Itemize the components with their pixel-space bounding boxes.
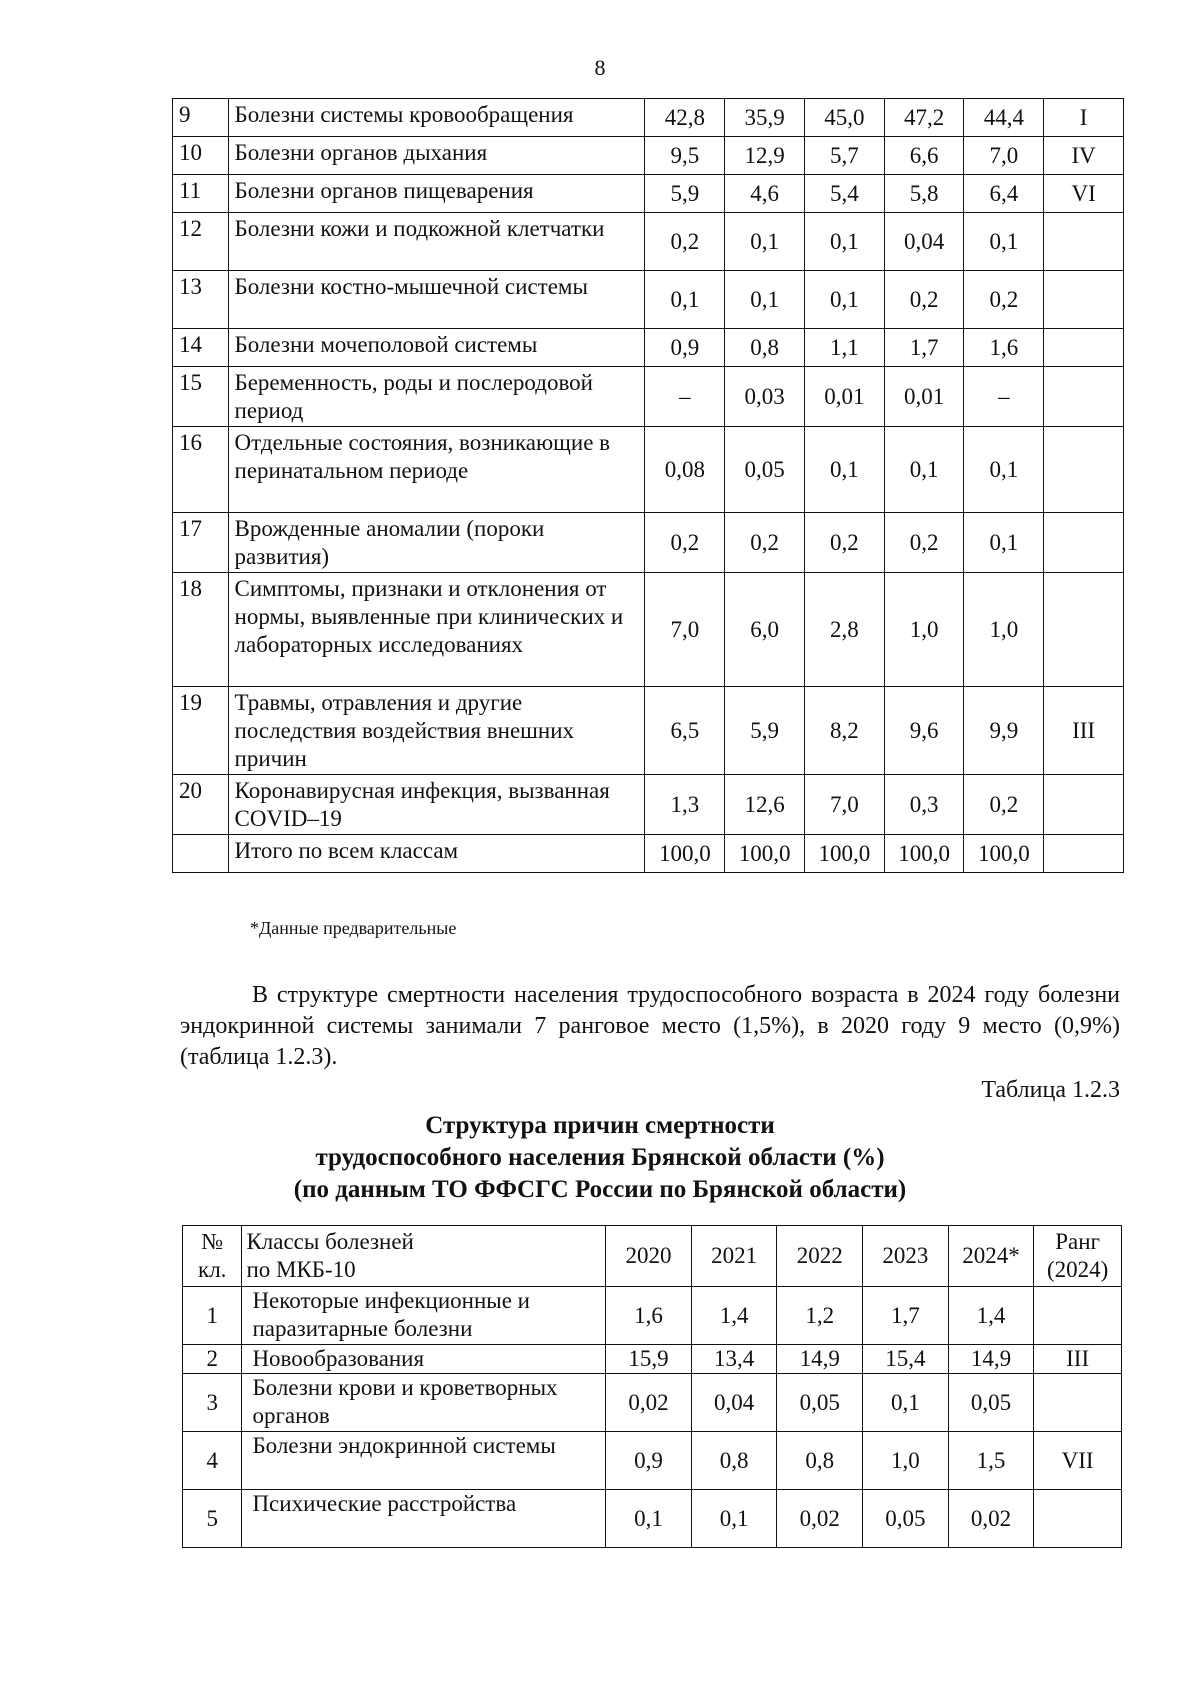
value-cell: 0,2: [964, 271, 1044, 329]
rank-cell: [1034, 1490, 1122, 1548]
rank-cell: [1044, 427, 1124, 513]
class-number-cell: [173, 835, 229, 873]
rank-cell: [1044, 271, 1124, 329]
value-cell: 100,0: [884, 835, 964, 873]
table-title-line-2: трудоспособного населения Брянской области (%): [315, 1144, 885, 1171]
paragraph-text: В структуре смертности населения трудоспособного возраста в 2024 году болезни эндокринной системы занимали 7 ранговое место (1,5%), в 2020 году 9 место (0,9%) (таблица 1.2.3).: [180, 982, 1120, 1070]
value-cell: 100,0: [725, 835, 805, 873]
value-cell: 1,0: [964, 573, 1044, 687]
class-name-cell: Итого по всем классам: [228, 835, 645, 873]
value-cell: 0,05: [948, 1374, 1034, 1432]
header-year: 2024*: [948, 1226, 1034, 1287]
header-num-line-2: кл.: [198, 1257, 227, 1282]
value-cell: 0,9: [606, 1432, 692, 1490]
value-cell: 0,1: [804, 213, 884, 271]
value-cell: 9,9: [964, 687, 1044, 775]
value-cell: 6,0: [725, 573, 805, 687]
value-cell: 42,8: [645, 99, 725, 137]
table-row: [173, 835, 1124, 873]
value-cell: 0,1: [884, 427, 964, 513]
class-number-cell: 5: [183, 1490, 242, 1548]
table-title: [0, 1110, 1200, 1206]
class-name-cell: Симптомы, признаки и отклонения от нормы, выявленные при клинических и лабораторных исследованиях: [228, 573, 645, 687]
value-cell: 100,0: [964, 835, 1044, 873]
value-cell: 1,6: [606, 1287, 692, 1345]
value-cell: 15,4: [863, 1345, 949, 1374]
table-header-row: [183, 1226, 1122, 1287]
rank-cell: III: [1044, 687, 1124, 775]
table-row: [173, 775, 1124, 835]
class-name-cell: Болезни костно-мышечной системы: [228, 271, 645, 329]
value-cell: 0,01: [804, 367, 884, 427]
rank-cell: VII: [1034, 1432, 1122, 1490]
value-cell: 0,05: [777, 1374, 863, 1432]
value-cell: 100,0: [645, 835, 725, 873]
value-cell: 15,9: [606, 1345, 692, 1374]
value-cell: 1,3: [645, 775, 725, 835]
value-cell: 0,1: [691, 1490, 777, 1548]
value-cell: 0,2: [884, 513, 964, 573]
table-title-line-1: Структура причин смертности: [425, 1112, 775, 1139]
class-name-cell: Врожденные аномалии (пороки развития): [228, 513, 645, 573]
value-cell: 1,4: [691, 1287, 777, 1345]
class-name-cell: Болезни кожи и подкожной клетчатки: [228, 213, 645, 271]
value-cell: 100,0: [804, 835, 884, 873]
class-number-cell: 11: [173, 175, 229, 213]
rank-cell: [1044, 367, 1124, 427]
value-cell: 5,8: [884, 175, 964, 213]
class-number-cell: 14: [173, 329, 229, 367]
class-name-cell: Травмы, отравления и другие последствия воздействия внешних причин: [228, 687, 645, 775]
table-row: [183, 1432, 1122, 1490]
rank-cell: [1034, 1287, 1122, 1345]
value-cell: 14,9: [948, 1345, 1034, 1374]
value-cell: 0,04: [691, 1374, 777, 1432]
value-cell: 0,2: [645, 213, 725, 271]
header-year: 2021: [691, 1226, 777, 1287]
class-name-cell: Болезни органов пищеварения: [228, 175, 645, 213]
header-rank-line-1: Ранг: [1055, 1229, 1100, 1254]
value-cell: 9,6: [884, 687, 964, 775]
rank-cell: IV: [1044, 137, 1124, 175]
table-row: [173, 513, 1124, 573]
class-name-cell: Новообразования: [242, 1345, 606, 1374]
value-cell: 2,8: [804, 573, 884, 687]
value-cell: 7,0: [804, 775, 884, 835]
table-row: [173, 367, 1124, 427]
value-cell: 0,05: [863, 1490, 949, 1548]
class-number-cell: 18: [173, 573, 229, 687]
rank-cell: [1044, 329, 1124, 367]
value-cell: 0,1: [725, 271, 805, 329]
table-row: [173, 271, 1124, 329]
value-cell: 7,0: [645, 573, 725, 687]
header-year: 2020: [606, 1226, 692, 1287]
value-cell: 0,1: [725, 213, 805, 271]
class-name-cell: Болезни мочеполовой системы: [228, 329, 645, 367]
class-number-cell: 9: [173, 99, 229, 137]
value-cell: 0,1: [645, 271, 725, 329]
class-name-cell: Болезни системы кровообращения: [228, 99, 645, 137]
class-number-cell: 16: [173, 427, 229, 513]
class-name-cell: Некоторые инфекционные и паразитарные болезни: [242, 1287, 606, 1345]
table-row: [173, 213, 1124, 271]
value-cell: 0,2: [884, 271, 964, 329]
value-cell: 0,1: [964, 513, 1044, 573]
class-number-cell: 19: [173, 687, 229, 775]
value-cell: 1,1: [804, 329, 884, 367]
header-year: 2023: [863, 1226, 949, 1287]
value-cell: –: [964, 367, 1044, 427]
value-cell: 0,04: [884, 213, 964, 271]
table-row: [173, 427, 1124, 513]
rank-cell: I: [1044, 99, 1124, 137]
table-title-line-3: (по данным ТО ФФСГС России по Брянской области): [293, 1176, 907, 1203]
value-cell: 5,9: [645, 175, 725, 213]
value-cell: 4,6: [725, 175, 805, 213]
table-row: [183, 1345, 1122, 1374]
value-cell: 14,9: [777, 1345, 863, 1374]
value-cell: 6,6: [884, 137, 964, 175]
value-cell: 8,2: [804, 687, 884, 775]
table-row: [173, 329, 1124, 367]
value-cell: 1,7: [863, 1287, 949, 1345]
class-name-cell: Болезни эндокринной системы: [242, 1432, 606, 1490]
class-number-cell: 13: [173, 271, 229, 329]
value-cell: 0,1: [964, 213, 1044, 271]
value-cell: 5,9: [725, 687, 805, 775]
value-cell: 1,4: [948, 1287, 1034, 1345]
value-cell: 1,5: [948, 1432, 1034, 1490]
value-cell: 47,2: [884, 99, 964, 137]
mortality-table-continued: [172, 98, 1124, 873]
value-cell: 1,2: [777, 1287, 863, 1345]
class-number-cell: 15: [173, 367, 229, 427]
value-cell: 6,4: [964, 175, 1044, 213]
value-cell: 0,08: [645, 427, 725, 513]
class-number-cell: 10: [173, 137, 229, 175]
table-row: [173, 99, 1124, 137]
class-name-cell: Болезни органов дыхания: [228, 137, 645, 175]
value-cell: 0,05: [725, 427, 805, 513]
value-cell: 5,7: [804, 137, 884, 175]
table-row: [183, 1374, 1122, 1432]
class-number-cell: 17: [173, 513, 229, 573]
working-age-mortality-table: [182, 1225, 1122, 1548]
table-row: [173, 573, 1124, 687]
rank-cell: [1044, 573, 1124, 687]
value-cell: 9,5: [645, 137, 725, 175]
header-rank-line-2: (2024): [1046, 1257, 1109, 1282]
value-cell: 5,4: [804, 175, 884, 213]
class-name-cell: Отдельные состояния, возникающие в перинатальном периоде: [228, 427, 645, 513]
class-number-cell: 20: [173, 775, 229, 835]
rank-cell: [1044, 775, 1124, 835]
class-name-cell: Беременность, роды и послеродовой период: [228, 367, 645, 427]
header-rank: [1034, 1226, 1122, 1287]
value-cell: 0,1: [804, 427, 884, 513]
rank-cell: III: [1034, 1345, 1122, 1374]
value-cell: 1,0: [863, 1432, 949, 1490]
header-name-line-1: Классы болезней: [246, 1229, 414, 1254]
value-cell: 12,9: [725, 137, 805, 175]
header-class-number: [183, 1226, 242, 1287]
rank-cell: [1044, 213, 1124, 271]
table-row: [183, 1287, 1122, 1345]
rank-cell: VI: [1044, 175, 1124, 213]
value-cell: 0,2: [725, 513, 805, 573]
value-cell: 1,6: [964, 329, 1044, 367]
value-cell: 0,1: [863, 1374, 949, 1432]
table-row: [173, 175, 1124, 213]
value-cell: 45,0: [804, 99, 884, 137]
rank-cell: [1044, 835, 1124, 873]
footnote: *Данные предварительные: [250, 918, 457, 938]
class-number-cell: 2: [183, 1345, 242, 1374]
class-number-cell: 12: [173, 213, 229, 271]
value-cell: 0,8: [691, 1432, 777, 1490]
rank-cell: [1044, 513, 1124, 573]
value-cell: –: [645, 367, 725, 427]
header-num-line-1: №: [201, 1229, 224, 1254]
value-cell: 0,2: [964, 775, 1044, 835]
value-cell: 0,01: [884, 367, 964, 427]
table-label: Таблица 1.2.3: [981, 1077, 1120, 1103]
class-number-cell: 4: [183, 1432, 242, 1490]
value-cell: 0,8: [725, 329, 805, 367]
rank-cell: [1034, 1374, 1122, 1432]
value-cell: 0,8: [777, 1432, 863, 1490]
class-number-cell: 3: [183, 1374, 242, 1432]
class-name-cell: Психические расстройства: [242, 1490, 606, 1548]
body-paragraph: [180, 980, 1120, 1073]
header-class-name: [242, 1226, 606, 1287]
value-cell: 1,0: [884, 573, 964, 687]
value-cell: 0,2: [804, 513, 884, 573]
value-cell: 44,4: [964, 99, 1044, 137]
value-cell: 6,5: [645, 687, 725, 775]
value-cell: 12,6: [725, 775, 805, 835]
value-cell: 1,7: [884, 329, 964, 367]
value-cell: 0,1: [804, 271, 884, 329]
value-cell: 0,2: [645, 513, 725, 573]
value-cell: 0,02: [948, 1490, 1034, 1548]
page-number: 8: [594, 55, 606, 80]
value-cell: 13,4: [691, 1345, 777, 1374]
header-year: 2022: [777, 1226, 863, 1287]
value-cell: 0,02: [606, 1374, 692, 1432]
value-cell: 0,3: [884, 775, 964, 835]
class-name-cell: Коронавирусная инфекция, вызванная COVID–19: [228, 775, 645, 835]
class-name-cell: Болезни крови и кроветворных органов: [242, 1374, 606, 1432]
class-number-cell: 1: [183, 1287, 242, 1345]
value-cell: 0,03: [725, 367, 805, 427]
value-cell: 0,9: [645, 329, 725, 367]
header-name-line-2: по МКБ-10: [246, 1257, 356, 1282]
value-cell: 35,9: [725, 99, 805, 137]
value-cell: 0,02: [777, 1490, 863, 1548]
table-row: [173, 137, 1124, 175]
table-row: [173, 687, 1124, 775]
value-cell: 0,1: [964, 427, 1044, 513]
table-row: [183, 1490, 1122, 1548]
value-cell: 0,1: [606, 1490, 692, 1548]
value-cell: 7,0: [964, 137, 1044, 175]
